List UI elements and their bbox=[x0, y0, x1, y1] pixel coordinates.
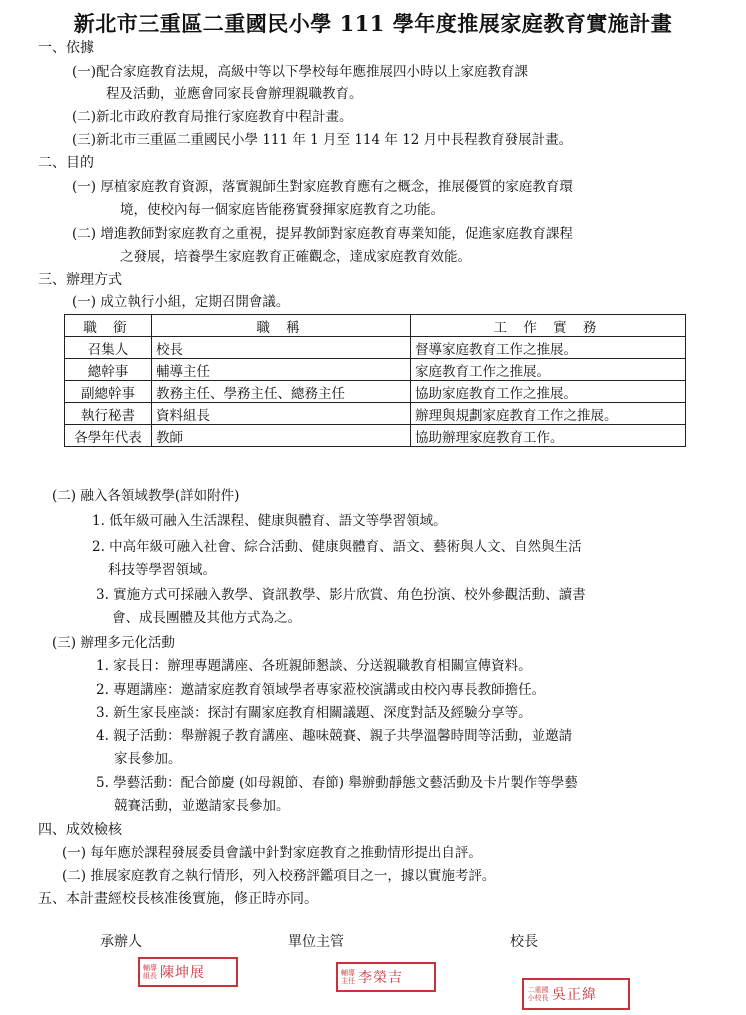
stamp-name: 陳坤展 bbox=[160, 965, 205, 981]
section-3-item-3-2: 2. 專題講座：邀請家庭教育領域學者專家蒞校演講或由校內專長教師擔任。 bbox=[96, 682, 546, 698]
section-4-heading: 四、成效檢核 bbox=[38, 822, 122, 838]
supervisor-seal-stamp bbox=[336, 962, 436, 992]
section-3-item-1: (一) 成立執行小組，定期召開會議。 bbox=[72, 294, 290, 310]
table-header-row bbox=[65, 315, 686, 337]
signature-label-supervisor: 單位主管 bbox=[288, 934, 344, 950]
section-3-item-3-5: 5. 學藝活動：配合節慶 (如母親節、春節) 舉辦動靜態文藝活動及卡片製作等學藝 bbox=[96, 775, 578, 791]
section-3-heading: 三、辦理方式 bbox=[38, 272, 122, 288]
stamp-title: 輔導組長 bbox=[143, 964, 157, 980]
section-4-item-1: (一) 每年應於課程發展委員會議中針對家庭教育之推動情形提出自評。 bbox=[62, 845, 482, 861]
table-header: 職 稱 bbox=[152, 315, 411, 337]
table-cell: 召集人 bbox=[65, 337, 152, 359]
section-1-heading: 一、依據 bbox=[38, 40, 94, 56]
table-cell: 協助辦理家庭教育工作。 bbox=[411, 425, 686, 447]
section-3-item-3-1: 1. 家長日：辦理專題講座、各班親師懇談、分送親職教育相關宣傳資料。 bbox=[96, 658, 532, 674]
section-3-item-2-2: 2. 中高年級可融入社會、綜合活動、健康與體育、語文、藝術與人文、自然與生活 bbox=[92, 539, 582, 555]
table-cell: 教務主任、學務主任、總務主任 bbox=[152, 381, 411, 403]
section-3-item-3: (三) 辦理多元化活動 bbox=[52, 635, 175, 651]
signature-label-handler: 承辦人 bbox=[100, 934, 142, 950]
section-3-item-2-2-cont: 科技等學習領域。 bbox=[108, 562, 216, 578]
section-3-item-3-4-cont: 家長參加。 bbox=[114, 751, 182, 767]
stamp-name: 李榮吉 bbox=[358, 970, 403, 986]
stamp-name: 吳正緯 bbox=[552, 987, 597, 1003]
table-cell: 總幹事 bbox=[65, 359, 152, 381]
document-title: 新北市三重區二重國民小學 111 學年度推展家庭教育實施計畫 bbox=[73, 11, 673, 36]
section-5-heading: 五、本計畫經校長核准後實施，修正時亦同。 bbox=[38, 891, 318, 907]
table-cell: 督導家庭教育工作之推展。 bbox=[411, 337, 686, 359]
section-3-item-2-1: 1. 低年級可融入生活課程、健康與體育、語文等學習領域。 bbox=[92, 513, 447, 529]
section-2-item-1: (一) 厚植家庭教育資源，落實親師生對家庭教育應有之概念，推展優質的家庭教育環 bbox=[72, 179, 573, 195]
section-3-item-3-5-cont: 競賽活動，並邀請家長參加。 bbox=[114, 798, 290, 814]
table-cell: 執行秘書 bbox=[65, 403, 152, 425]
stamp-title: 二重國小校長 bbox=[527, 986, 549, 1002]
handler-seal-stamp bbox=[138, 957, 238, 987]
signature-label-principal: 校長 bbox=[510, 934, 538, 950]
table-cell: 副總幹事 bbox=[65, 381, 152, 403]
table-cell: 各學年代表 bbox=[65, 425, 152, 447]
section-3-item-2-3: 3. 實施方式可採融入教學、資訊教學、影片欣賞、角色扮演、校外參觀活動、讀書 bbox=[96, 587, 586, 603]
section-4-item-2: (二) 推展家庭教育之執行情形，列入校務評鑑項目之一，據以實施考評。 bbox=[62, 868, 496, 884]
section-1-item-1: (一)配合家庭教育法規，高級中等以下學校每年應推展四小時以上家庭教育課 bbox=[72, 64, 529, 80]
section-2-heading: 二、目的 bbox=[38, 155, 94, 171]
table-cell: 辦理與規劃家庭教育工作之推展。 bbox=[411, 403, 686, 425]
section-3-item-2: (二) 融入各領域教學(詳如附件) bbox=[52, 488, 240, 504]
table-row bbox=[65, 425, 686, 447]
principal-seal-stamp bbox=[522, 978, 630, 1010]
table-cell: 家庭教育工作之推展。 bbox=[411, 359, 686, 381]
section-3-item-2-3-cont: 會、成長團體及其他方式為之。 bbox=[112, 610, 301, 626]
section-2-item-2-cont: 之發展，培養學生家庭教育正確觀念，達成家庭教育效能。 bbox=[120, 249, 471, 265]
section-2-item-1-cont: 境，使校內每一個家庭皆能務實發揮家庭教育之功能。 bbox=[120, 202, 444, 218]
section-2-item-2: (二) 增進教師對家庭教育之重視，提昇教師對家庭教育專業知能，促進家庭教育課程 bbox=[72, 226, 573, 242]
table-cell: 輔導主任 bbox=[152, 359, 411, 381]
committee-table bbox=[64, 314, 686, 447]
table-row bbox=[65, 359, 686, 381]
table-row bbox=[65, 337, 686, 359]
stamp-title: 輔導主任 bbox=[341, 969, 355, 985]
table-cell: 教師 bbox=[152, 425, 411, 447]
table-header: 職 銜 bbox=[65, 315, 152, 337]
section-3-item-3-3: 3. 新生家長座談：探討有關家庭教育相關議題、深度對話及經驗分享等。 bbox=[96, 705, 532, 721]
table-cell: 校長 bbox=[152, 337, 411, 359]
table-cell: 協助家庭教育工作之推展。 bbox=[411, 381, 686, 403]
section-1-item-3: (三)新北市三重區二重國民小學 111 年 1 月至 114 年 12 月中長程教育發展計畫。 bbox=[72, 132, 573, 148]
table-row bbox=[65, 381, 686, 403]
section-1-item-2: (二)新北市政府教育局推行家庭教育中程計畫。 bbox=[72, 109, 353, 125]
table-row bbox=[65, 403, 686, 425]
table-cell: 資料組長 bbox=[152, 403, 411, 425]
section-1-item-1-cont: 程及活動，並應會同家長會辦理親職教育。 bbox=[106, 86, 363, 102]
table-header: 工 作 實 務 bbox=[411, 315, 686, 337]
section-3-item-3-4: 4. 親子活動：舉辦親子教育講座、趣味競賽、親子共學溫馨時間等活動，並邀請 bbox=[96, 728, 573, 744]
